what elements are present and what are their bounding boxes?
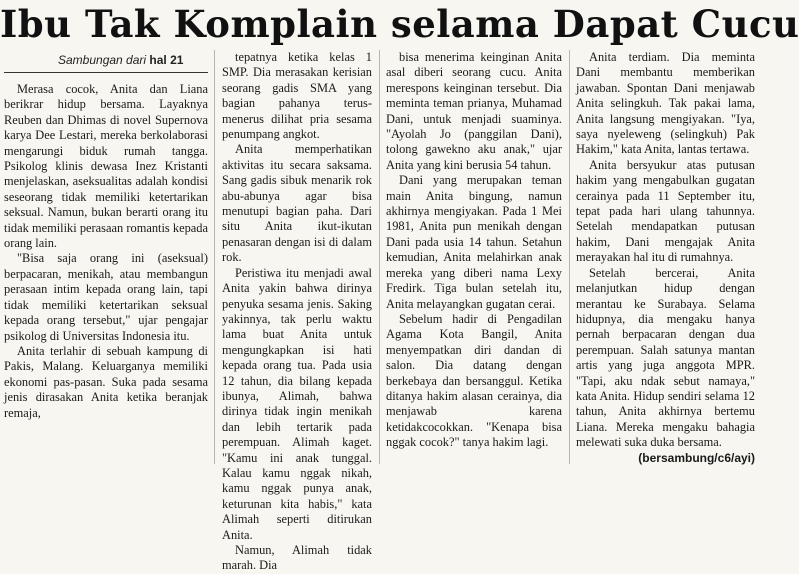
paragraph: Dani yang merupakan teman main Anita bingung, namun akhirnya mengiyakan. Pada 1 Mei 1981, Anita pun menikah dengan Dani pada usia 14 tahun. Setahun kemudian, Anita melahirkan anak mereka yang diberi nama Lexy Fredirk. Tiga bulan setelah itu, Anita melayangkan gugatan cerai. [386,173,562,311]
continuation-page: hal 21 [149,53,184,67]
continuation-prefix: Sambungan dari [58,53,147,67]
column-divider [569,50,570,464]
paragraph: Anita terlahir di sebuah kampung di Pakis, Malang. Keluarganya memiliki ekonomi pas-pasan. Suka pada sesama jenis dirasakan Anita ketika beranjak remaja, [4,343,208,420]
paragraph: Namun, Alimah tidak marah. Dia [222,543,372,573]
column-4 [576,50,755,465]
column-1 [4,50,208,462]
column-3 [386,50,562,462]
paragraph: Setelah bercerai, Anita melanjutkan hidup dengan merantau ke Surabaya. Selama hidupnya, dia mengaku hanya pernah berpacaran dengan dua perempuan. Salah satunya mantan artis yang juga anggota MPR. "Tapi, aku ndak sebut namaya," kata Anita. Hidup sendiri selama 12 tahun, Anita akhirnya bertemu Liana. Mereka mengaku bahagia melewati suka duka bersama. [576,265,755,450]
paragraph: bisa menerima keinginan Anita asal diberi seorang cucu. Anita merespons keinginan tersebut. Dia meminta teman prianya, Muhamad Dani, untuk menjadi suaminya. "Ayolah Jo (panggilan Dani), tolong gawekno aku anak," ujar Anita yang kini berusia 54 tahun. [386,50,562,172]
paragraph: Anita memperhatikan aktivitas itu secara saksama. Sang gadis sibuk menarik rok abu-abunya agar bisa menutupi bagian paha. Dari situ Anita ikut-ikutan penasaran dengan isi di dalam rok. [222,142,372,265]
paragraph: Sebelum hadir di Pengadilan Agama Kota Bangil, Anita menyempatkan diri dandan di salon. Dia datang dengan berkebaya dan bersanggul. Ketika ditanya hakim alasan cerainya, dia menjawab karena ketidakcocokkan. "Kenapa bisa nggak cocok?" tanya hakim lagi. [386,311,562,450]
paragraph: "Bisa saja orang ini (aseksual) berpacaran, menikah, atau membangun perasaan intim kepada orang lain, tapi tidak memiliki ketertarikan seksual kepada orang tersebut," ujar pengajar psikolog di Universitas Indonesia itu. [4,251,208,343]
paragraph: Anita bersyukur atas putusan hakim yang mengabulkan gugatan cerainya pada 11 September itu, tepat pada hari ulang tahunnya. Setelah mendapatkan putusan hakim, Dani mengajak Anita merayakan hal itu di rumahnya. [576,157,755,265]
paragraph: Anita terdiam. Dia meminta Dani membantu memberikan jawaban. Spontan Dani menjawab Anita selingkuh. Tak pakai lama, Anita langsung mengiyakan. "Iya, saya nyeleweng (selingkuh) Pak Hakim," kata Anita, lantas tertawa. [576,50,755,157]
paragraph: Peristiwa itu menjadi awal Anita yakin bahwa dirinya penyuka sesama jenis. Saking yakinnya, tak perlu waktu lama buat Anita untuk mengungkapkan isi hati kepada orang tua. Pada usia 12 tahun, dia bilang kepada ibunya, Alimah, bahwa dirinya tidak ingin menikah dan lebih tertarik pada perempuan. Alimah kaget. "Kamu ini anak tunggal. Kalau kamu nggak nikah, kamu nggak punya anak, keturunan kita habis," kata Alimah seperti ditirukan Anita. [222,265,372,542]
paragraph: tepatnya ketika kelas 1 SMP. Dia merasakan kerisian seorang gadis SMA yang bagian pahanya terus-menerus dilihat pria sesama penumpang angkot. [222,50,372,142]
column-divider [379,50,380,464]
paragraph: Merasa cocok, Anita dan Liana berikrar hidup bersama. Layaknya Reuben dan Dhimas di novel Supernova karya Dee Lestari, mereka berkolaborasi mengarungi biduk rumah tangga. Psikolog klinis dewasa Inez Kristanti menjelaskan, aseksualitas adalah kondisi seseorang tidak memiliki ketertarikan seksual. Namun, bukan berarti orang itu tidak memiliki perasaan romantis kepada orang lain. [4,82,208,251]
column-2 [222,50,372,573]
column-divider [214,50,215,464]
signature: (bersambung/c6/ayi) [638,450,755,465]
headline: Ibu Tak Komplain selama Dapat Cucu [0,2,799,46]
